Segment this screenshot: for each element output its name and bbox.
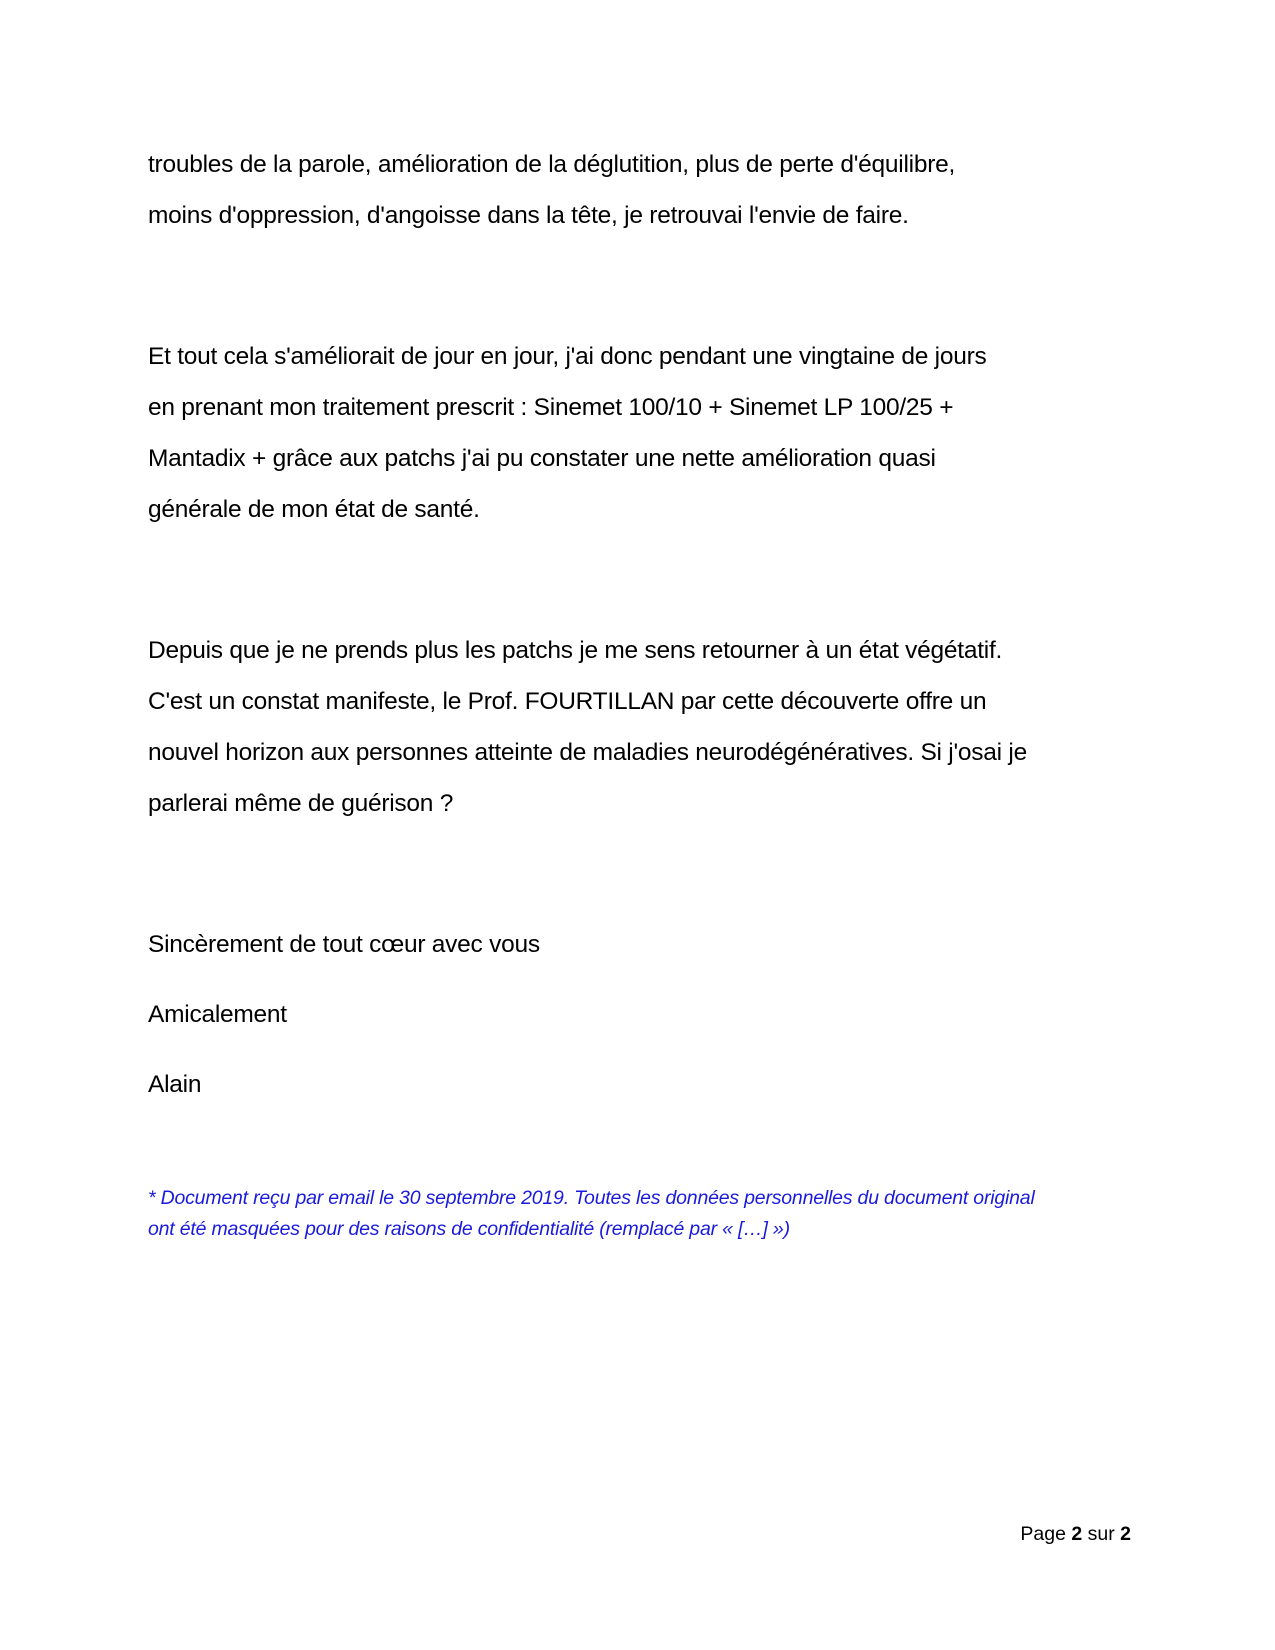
footnote-line-2: ont été masquées pour des raisons de confidentialité (remplacé par « […] ») bbox=[148, 1218, 790, 1240]
total-pages-number: 2 bbox=[1120, 1523, 1131, 1545]
paragraph-1-line-2: moins d'oppression, d'angoisse dans la tête, je retrouvai l'envie de faire. bbox=[148, 202, 909, 229]
of-label: sur bbox=[1087, 1523, 1115, 1545]
signature: Alain bbox=[148, 1071, 202, 1098]
page-number bbox=[1020, 1522, 1131, 1546]
closing-line: Sincèrement de tout cœur avec vous bbox=[148, 931, 540, 958]
paragraph-3-line-1: Depuis que je ne prends plus les patchs je me sens retourner à un état végétatif. bbox=[148, 637, 1003, 664]
paragraph-1-line-1: troubles de la parole, amélioration de la déglutition, plus de perte d'équilibre, bbox=[148, 151, 956, 178]
paragraph-2-line-2: en prenant mon traitement prescrit : Sinemet 100/10 + Sinemet LP 100/25 + bbox=[148, 394, 954, 421]
paragraph-3-line-3: nouvel horizon aux personnes atteinte de maladies neurodégénératives. Si j'osai je bbox=[148, 739, 1028, 766]
closing-greeting: Amicalement bbox=[148, 1001, 287, 1028]
current-page-number: 2 bbox=[1071, 1523, 1083, 1545]
paragraph-2-line-3: Mantadix + grâce aux patchs j'ai pu constater une nette amélioration quasi bbox=[148, 445, 936, 472]
paragraph-3-line-2: C'est un constat manifeste, le Prof. FOURTILLAN par cette découverte offre un bbox=[148, 688, 987, 715]
paragraph-2-line-4: générale de mon état de santé. bbox=[148, 496, 480, 523]
page-label: Page bbox=[1020, 1523, 1066, 1545]
paragraph-3-line-4: parlerai même de guérison ? bbox=[148, 790, 454, 817]
footnote-line-1: * Document reçu par email le 30 septembre 2019. Toutes les données personnelles du document original bbox=[148, 1187, 1035, 1209]
paragraph-2-line-1: Et tout cela s'améliorait de jour en jour, j'ai donc pendant une vingtaine de jours bbox=[148, 343, 987, 370]
